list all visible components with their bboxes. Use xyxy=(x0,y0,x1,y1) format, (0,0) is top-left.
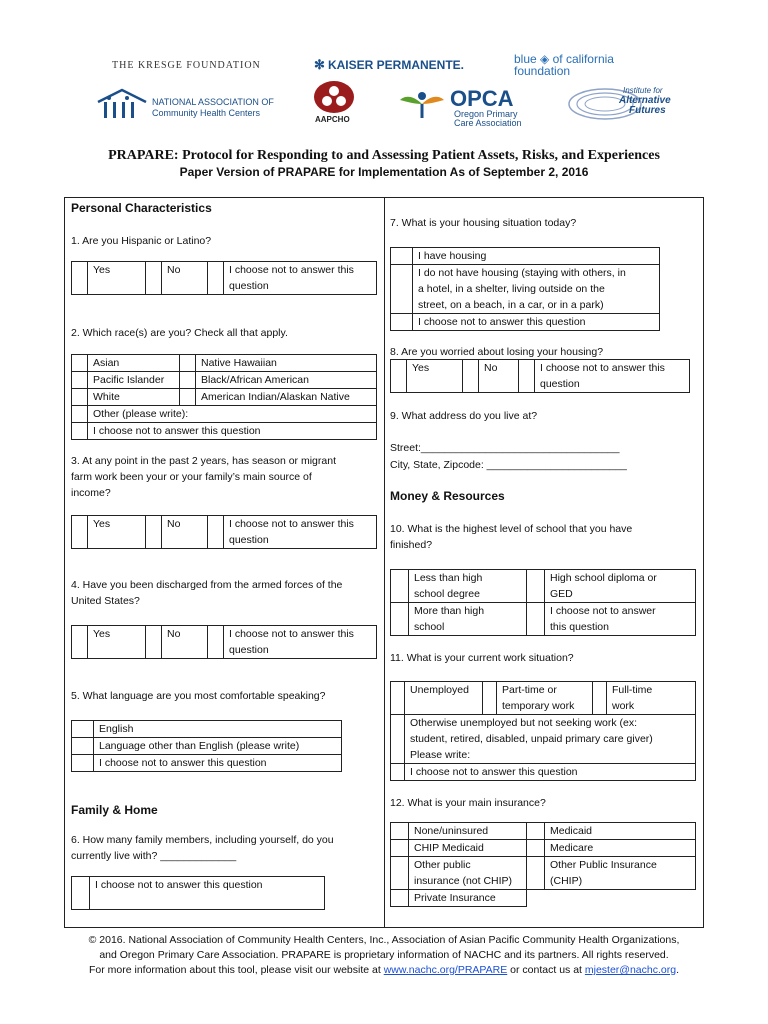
race-black-label: Black/African American xyxy=(196,372,377,389)
q1-decline-checkbox[interactable] xyxy=(208,262,224,295)
school-decline-checkbox[interactable] xyxy=(527,603,545,636)
q7-options xyxy=(390,247,660,331)
lang-decline-label: I choose not to answer this question xyxy=(94,755,342,772)
lang-english-checkbox[interactable] xyxy=(72,721,94,738)
q1-options xyxy=(71,261,377,295)
q4-decline-checkbox[interactable] xyxy=(208,626,224,659)
school-gt-hs-label: More than high school xyxy=(409,603,527,636)
footer-rights: and Oregon Primary Care Association. PRAPARE is proprietary information of NACHC and its partners. All rights reserved. xyxy=(99,949,669,961)
ins-other-chip-checkbox[interactable] xyxy=(527,857,545,890)
race-other-checkbox[interactable] xyxy=(72,406,88,423)
ins-none-label: None/uninsured xyxy=(409,823,527,840)
question-3: 3. At any point in the past 2 years, has season or migrant farm work been your or your family’s main source of income? xyxy=(71,455,336,499)
school-lt-hs-label: Less than high school degree xyxy=(409,570,527,603)
bluecross-logo: blue ◈ of california foundation xyxy=(514,52,614,78)
housing-none-checkbox[interactable] xyxy=(391,265,413,314)
work-decline-checkbox[interactable] xyxy=(391,764,405,781)
shield-icon: ◈ xyxy=(540,52,550,66)
ins-chip-medicaid-checkbox[interactable] xyxy=(391,840,409,857)
q6-options xyxy=(71,876,325,910)
question-4: 4. Have you been discharged from the armed forces of the United States? xyxy=(71,579,343,607)
ins-none-checkbox[interactable] xyxy=(391,823,409,840)
work-decline-label: I choose not to answer this question xyxy=(405,764,696,781)
q1-yes-label: Yes xyxy=(88,262,146,295)
race-other-label[interactable]: Other (please write): xyxy=(88,406,377,423)
q4-options xyxy=(71,625,377,659)
question-12: 12. What is your main insurance? xyxy=(390,797,546,809)
work-full-time-checkbox[interactable] xyxy=(593,682,607,715)
ins-chip-medicaid-label: CHIP Medicaid xyxy=(409,840,527,857)
kaiser-logo: ✻ KAISER PERMANENTE. xyxy=(314,57,464,72)
q3-no-label: No xyxy=(162,516,208,549)
lang-english-label: English xyxy=(94,721,342,738)
page-title: PRAPARE: Protocol for Responding to and Assessing Patient Assets, Risks, and Experiences xyxy=(108,148,660,163)
footer-contact: For more information about this tool, please visit our website at www.nachc.org/PRAPARE or contact us at mjester@nachc.org. xyxy=(88,964,679,976)
column-divider xyxy=(384,197,385,928)
q8-decline-checkbox[interactable] xyxy=(519,360,535,393)
aapcho-logo: AAPCHO xyxy=(313,80,355,124)
housing-have-label: I have housing xyxy=(413,248,660,265)
ins-private-label: Private Insurance xyxy=(409,890,527,907)
q3-yes-label: Yes xyxy=(88,516,146,549)
work-other-checkbox[interactable] xyxy=(391,715,405,764)
q4-no-checkbox[interactable] xyxy=(146,626,162,659)
q5-options xyxy=(71,720,342,772)
work-part-time-label: Part-time or temporary work xyxy=(497,682,593,715)
work-unemployed-checkbox[interactable] xyxy=(391,682,405,715)
q3-decline-checkbox[interactable] xyxy=(208,516,224,549)
q8-no-checkbox[interactable] xyxy=(463,360,479,393)
lang-decline-checkbox[interactable] xyxy=(72,755,94,772)
iaf-logo: Institute for Alternative Futures xyxy=(565,84,675,122)
section-family-home: Family & Home xyxy=(71,803,158,817)
question-9: 9. What address do you live at? xyxy=(390,410,538,422)
race-native-hawaiian-label: Native Hawaiian xyxy=(196,355,377,372)
section-personal-characteristics: Personal Characteristics xyxy=(71,201,212,215)
question-8: 8. Are you worried about losing your housing? xyxy=(390,346,604,358)
q2-options xyxy=(71,354,377,440)
q1-decline-label: I choose not to answer this question xyxy=(224,262,377,295)
housing-decline-checkbox[interactable] xyxy=(391,314,413,331)
race-american-indian-checkbox[interactable] xyxy=(180,389,196,406)
ins-medicare-checkbox[interactable] xyxy=(527,840,545,857)
q3-options xyxy=(71,515,377,549)
ins-private-checkbox[interactable] xyxy=(391,890,409,907)
ins-other-public-checkbox[interactable] xyxy=(391,857,409,890)
race-pacific-islander-checkbox[interactable] xyxy=(72,372,88,389)
kaiser-icon: ✻ xyxy=(314,57,325,72)
school-decline-label: I choose not to answer this question xyxy=(545,603,696,636)
ins-medicare-label: Medicare xyxy=(545,840,696,857)
section-money-resources: Money & Resources xyxy=(390,489,505,503)
lang-other-checkbox[interactable] xyxy=(72,738,94,755)
opca-icon xyxy=(398,88,446,120)
race-asian-label: Asian xyxy=(88,355,180,372)
ins-medicaid-label: Medicaid xyxy=(545,823,696,840)
q8-no-label: No xyxy=(479,360,519,393)
lang-other-label[interactable]: Language other than English (please write) xyxy=(94,738,342,755)
footer-copyright: © 2016. National Association of Community Health Centers, Inc., Association of Asian Pacific Community Health Organizations, xyxy=(88,934,680,946)
q12-options xyxy=(390,822,696,907)
q8-yes-checkbox[interactable] xyxy=(391,360,407,393)
housing-none-label: I do not have housing (staying with others, in a hotel, in a shelter, living outside on the street, on a beach, in a car, or in a park) xyxy=(413,265,660,314)
question-10: 10. What is the highest level of school that you have finished? xyxy=(390,523,633,551)
question-11: 11. What is your current work situation? xyxy=(390,652,574,664)
kresge-logo: THE KRESGE FOUNDATION xyxy=(112,60,261,71)
q10-options xyxy=(390,569,696,636)
nachc-logo: NATIONAL ASSOCIATION OF Community Health Centers xyxy=(96,88,286,122)
q11-options xyxy=(390,681,696,781)
email-link[interactable]: mjester@nachc.org xyxy=(584,964,677,976)
race-white-checkbox[interactable] xyxy=(72,389,88,406)
race-native-hawaiian-checkbox[interactable] xyxy=(180,355,196,372)
race-decline-checkbox[interactable] xyxy=(72,423,88,440)
ins-other-public-label: Other public insurance (not CHIP) xyxy=(409,857,527,890)
city-state-zip-field[interactable]: City, State, Zipcode: ________________________ xyxy=(390,459,627,471)
race-american-indian-label: American Indian/Alaskan Native xyxy=(196,389,377,406)
school-lt-hs-checkbox[interactable] xyxy=(391,570,409,603)
housing-decline-label: I choose not to answer this question xyxy=(413,314,660,331)
school-hs-label: High school diploma or GED xyxy=(545,570,696,603)
q3-yes-checkbox[interactable] xyxy=(72,516,88,549)
race-asian-checkbox[interactable] xyxy=(72,355,88,372)
website-link[interactable]: www.nachc.org/PRAPARE xyxy=(383,964,508,976)
ins-other-chip-label: Other Public Insurance (CHIP) xyxy=(545,857,696,890)
opca-logo: OPCA Oregon Primary Care Association xyxy=(398,88,558,124)
race-black-checkbox[interactable] xyxy=(180,372,196,389)
q1-no-checkbox[interactable] xyxy=(146,262,162,295)
race-decline-label: I choose not to answer this question xyxy=(88,423,377,440)
page-subtitle: Paper Version of PRAPARE for Implementation As of September 2, 2016 xyxy=(179,165,589,179)
q8-yes-label: Yes xyxy=(407,360,463,393)
race-white-label: White xyxy=(88,389,180,406)
work-part-time-checkbox[interactable] xyxy=(483,682,497,715)
q6-decline-checkbox[interactable] xyxy=(72,877,90,910)
question-1: 1. Are you Hispanic or Latino? xyxy=(71,235,212,247)
q3-no-checkbox[interactable] xyxy=(146,516,162,549)
q4-yes-checkbox[interactable] xyxy=(72,626,88,659)
question-5: 5. What language are you most comfortable speaking? xyxy=(71,690,326,702)
work-full-time-label: Full-time work xyxy=(607,682,696,715)
footer xyxy=(0,933,768,978)
school-gt-hs-checkbox[interactable] xyxy=(391,603,409,636)
ins-medicaid-checkbox[interactable] xyxy=(527,823,545,840)
housing-have-checkbox[interactable] xyxy=(391,248,413,265)
q1-yes-checkbox[interactable] xyxy=(72,262,88,295)
street-field[interactable]: Street:__________________________________ xyxy=(390,442,620,454)
question-7: 7. What is your housing situation today? xyxy=(390,217,577,229)
q1-no-label: No xyxy=(162,262,208,295)
work-unemployed-label: Unemployed xyxy=(405,682,483,715)
q3-decline-label: I choose not to answer this question xyxy=(224,516,377,549)
q6-decline-label: I choose not to answer this question xyxy=(90,877,325,910)
school-hs-checkbox[interactable] xyxy=(527,570,545,603)
race-pacific-islander-label: Pacific Islander xyxy=(88,372,180,389)
nachc-icon xyxy=(96,88,148,120)
q4-decline-label: I choose not to answer this question xyxy=(224,626,377,659)
question-6: 6. How many family members, including yourself, do you currently live with? _____________ xyxy=(71,834,334,862)
q8-options xyxy=(390,359,690,393)
work-other-label[interactable]: Otherwise unemployed but not seeking work (ex: student, retired, disabled, unpaid primary care giver) Please write: xyxy=(405,715,696,764)
q8-decline-label: I choose not to answer this question xyxy=(535,360,690,393)
q4-no-label: No xyxy=(162,626,208,659)
question-2: 2. Which race(s) are you? Check all that apply. xyxy=(71,327,288,339)
aapcho-icon xyxy=(313,80,355,114)
q4-yes-label: Yes xyxy=(88,626,146,659)
